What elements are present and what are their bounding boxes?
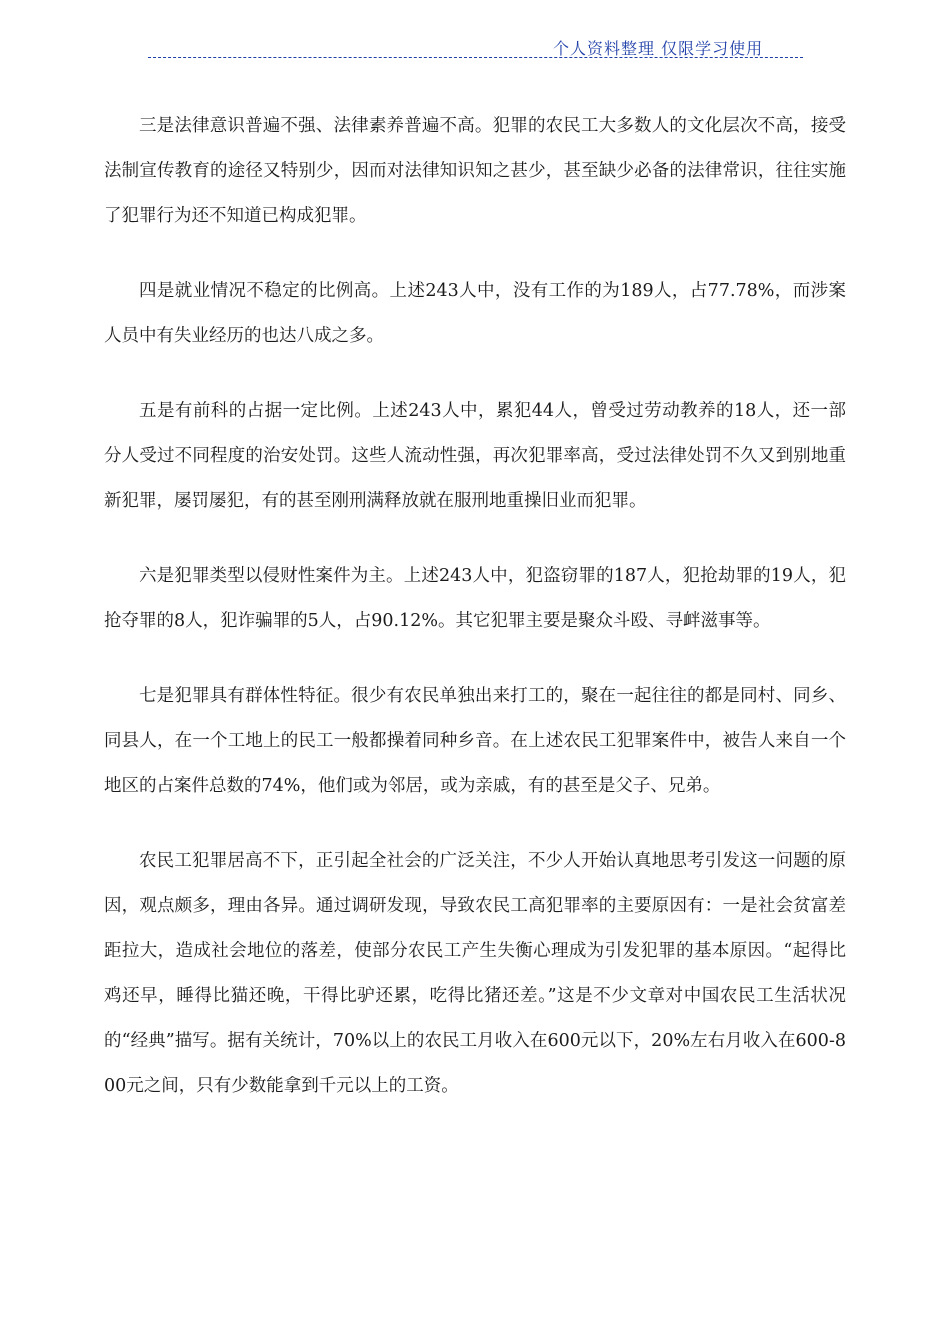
paragraph-5-prior-record: 五是有前科的占据一定比例。上述243人中，累犯44人，曾受过劳动教养的18人，还一部分人受过不同程度的治安处罚。这些人流动性强，再次犯罪率高，受过法律处罚不久又到别地重新犯罪，屡罚屡犯，有的甚至刚刑满释放就在服刑地重操旧业而犯罪。 bbox=[104, 401, 846, 511]
paragraph-7-group-character: 七是犯罪具有群体性特征。很少有农民单独出来打工的，聚在一起往往的都是同村、同乡、同县人，在一个工地上的民工一般都操着同种乡音。在上述农民工犯罪案件中，被告人来自一个地区的占案件总数的74%，他们或为邻居，或为亲戚，有的甚至是父子、兄弟。 bbox=[104, 686, 846, 796]
page-header bbox=[0, 38, 950, 62]
header-watermark-text: 个人资料整理 仅限学习使用 bbox=[553, 39, 764, 58]
paragraph-causes: 农民工犯罪居高不下，正引起全社会的广泛关注，不少人开始认真地思考引发这一问题的原因，观点颇多，理由各异。通过调研发现，导致农民工高犯罪率的主要原因有：一是社会贫富差距拉大，造成社会地位的落差，使部分农民工产生失衡心理成为引发犯罪的基本原因。“起得比鸡还早，睡得比猫还晚，干得比驴还累，吃得比猪还差。”这是不少文章对中国农民工生活状况的“经典”描写。据有关统计，70%以上的农民工月收入在600元以下，20%左右月收入在600-800元之间，只有少数能拿到千元以上的工资。 bbox=[104, 851, 846, 1096]
header-dashed-rule bbox=[148, 57, 803, 58]
paragraph-6-crime-type: 六是犯罪类型以侵财性案件为主。上述243人中，犯盗窃罪的187人，犯抢劫罪的19人，犯抢夺罪的8人，犯诈骗罪的5人，占90.12%。其它犯罪主要是聚众斗殴、寻衅滋事等。 bbox=[104, 566, 846, 631]
document-body bbox=[104, 104, 846, 1139]
paragraph-4-employment: 四是就业情况不稳定的比例高。上述243人中，没有工作的为189人，占77.78%，而涉案人员中有失业经历的也达八成之多。 bbox=[104, 281, 846, 346]
paragraph-3-legal-awareness: 三是法律意识普遍不强、法律素养普遍不高。犯罪的农民工大多数人的文化层次不高，接受法制宣传教育的途径又特别少，因而对法律知识知之甚少，甚至缺少必备的法律常识，往往实施了犯罪行为还不知道已构成犯罪。 bbox=[104, 116, 846, 226]
